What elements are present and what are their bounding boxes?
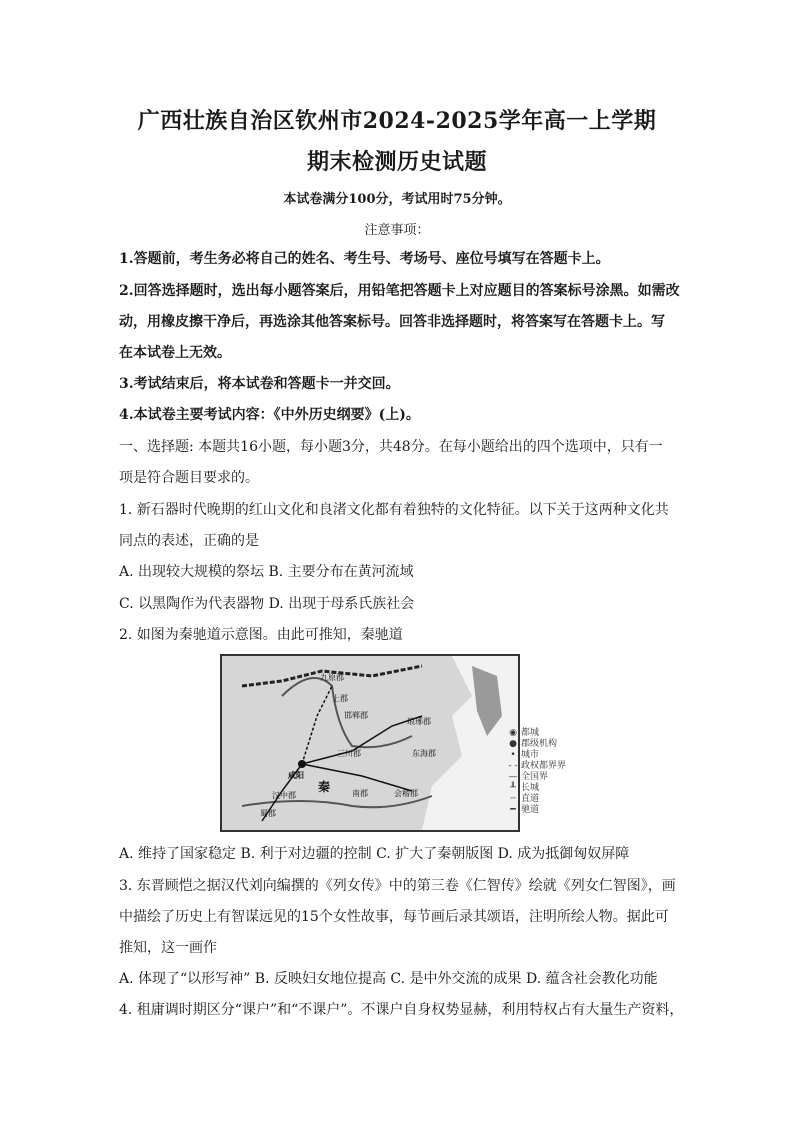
exam-title-line2: 期末检测历史试题 [306, 149, 487, 175]
great-wall-symbol-icon: ╨ [510, 783, 516, 793]
q1-options-ab: A. 出现较大规模的祭坛 B. 主要分布在黄河流域 [119, 564, 414, 580]
notice-item: 在本试卷上无效。 [119, 345, 231, 361]
q2-options: A. 维持了国家稳定 B. 利于对边疆的控制 C. 扩大了秦朝版图 D. 成为抵御匈奴屏障 [119, 846, 630, 862]
notice-item: 4.本试卷主要考试内容：《中外历史纲要》(上)。 [119, 407, 420, 423]
q4-stem: 4. 租庸调时期区分“课户”和“不课户”。不课户自身权势显赫，利用特权占有大量生产资料， [119, 1002, 684, 1018]
map-label: 琅琊郡 [407, 717, 431, 726]
map-label: 咸阳 [288, 771, 304, 780]
legend-item: ● 郡级机构 [505, 739, 566, 750]
section-heading: 一、选择题: 本题共16小题，每小题3分，共48分。在每小题给出的四个选项中，只有一 [119, 439, 663, 455]
capital-symbol-icon: ◉ [509, 728, 517, 738]
exam-info: 本试卷满分100分，考试用时75分钟。 [283, 192, 511, 207]
map-label: 秦 [318, 780, 331, 794]
map-label: 东海郡 [412, 749, 436, 758]
map-label: 会稽郡 [394, 789, 418, 798]
q1-options-cd: C. 以黑陶作为代表器物 D. 出现于母系氏族社会 [119, 596, 415, 612]
legend-item: ╨ 长城 [505, 783, 566, 794]
exam-title-line1: 广西壮族自治区钦州市2024-2025学年高一上学期 [137, 108, 657, 134]
capital-marker [298, 760, 306, 768]
map-label: 三川郡 [337, 749, 361, 758]
prefecture-symbol-icon: ● [509, 739, 517, 749]
q1-stem-cont: 同点的表述，正确的是 [119, 533, 259, 549]
map-label: 蜀郡 [260, 809, 276, 818]
qin-road-map [220, 654, 520, 832]
section-heading-cont: 项是符合题目要求的。 [119, 470, 259, 486]
legend-item: — 全国界 [505, 772, 566, 783]
chidao-symbol-icon: ━ [510, 805, 516, 815]
legend-item: ┄ 直道 [505, 794, 566, 805]
q3-stem-cont: 中描绘了历史上有智谋远见的15个女性故事，每节画后录其颂语，注明所绘人物。据此可 [119, 909, 669, 925]
q1-stem: 1. 新石器时代晚期的红山文化和良渚文化都有着独特的文化特征。以下关于这两种文化共 [119, 502, 669, 518]
q2-stem: 2. 如图为秦驰道示意图。由此可推知，秦驰道 [119, 627, 403, 643]
q3-stem: 3. 东晋顾恺之据汉代刘向编撰的《列女传》中的第三卷《仁智传》绘就《列女仁智图》，画 [119, 878, 676, 894]
map-label: 邯郸郡 [344, 711, 368, 720]
map-label: 汉中郡 [272, 791, 296, 800]
map-legend [505, 728, 566, 816]
map-graphic [222, 656, 518, 830]
map-label: 上郡 [332, 694, 348, 703]
national-border-symbol-icon: — [508, 772, 518, 782]
road-north [302, 686, 332, 764]
map-label: 南郡 [352, 789, 368, 798]
notice-item: 3.考试结束后，将本试卷和答题卡一并交回。 [119, 376, 400, 392]
city-symbol-icon: • [510, 750, 516, 760]
boundary-symbol-icon: - - [508, 761, 518, 771]
legend-item: • 城市 [505, 750, 566, 761]
legend-item: ◉ 都城 [505, 728, 566, 739]
notice-item: 2.回答选择题时，选出每小题答案后，用铅笔把答题卡上对应题目的答案标号涂黑。如需改 [119, 283, 680, 299]
notice-heading: 注意事项： [364, 223, 430, 238]
notice-item: 1.答题前，考生务必将自己的姓名、考生号、考场号、座位号填写在答题卡上。 [119, 251, 610, 267]
legend-item: ━ 驰道 [505, 805, 566, 816]
map-label: 九原郡 [320, 673, 344, 682]
notice-item: 动，用橡皮擦干净后，再选涂其他答案标号。回答非选择题时，将答案写在答题卡上。写 [119, 314, 665, 330]
q3-options: A. 体现了“以形写神” B. 反映妇女地位提高 C. 是中外交流的成果 D. 蕴含社会教化功能 [119, 971, 658, 987]
legend-item: - - 政权都界界 [505, 761, 566, 772]
straight-road-symbol-icon: ┄ [510, 794, 516, 804]
q3-stem-cont: 推知，这一画作 [119, 940, 217, 956]
sea-area [422, 656, 518, 830]
